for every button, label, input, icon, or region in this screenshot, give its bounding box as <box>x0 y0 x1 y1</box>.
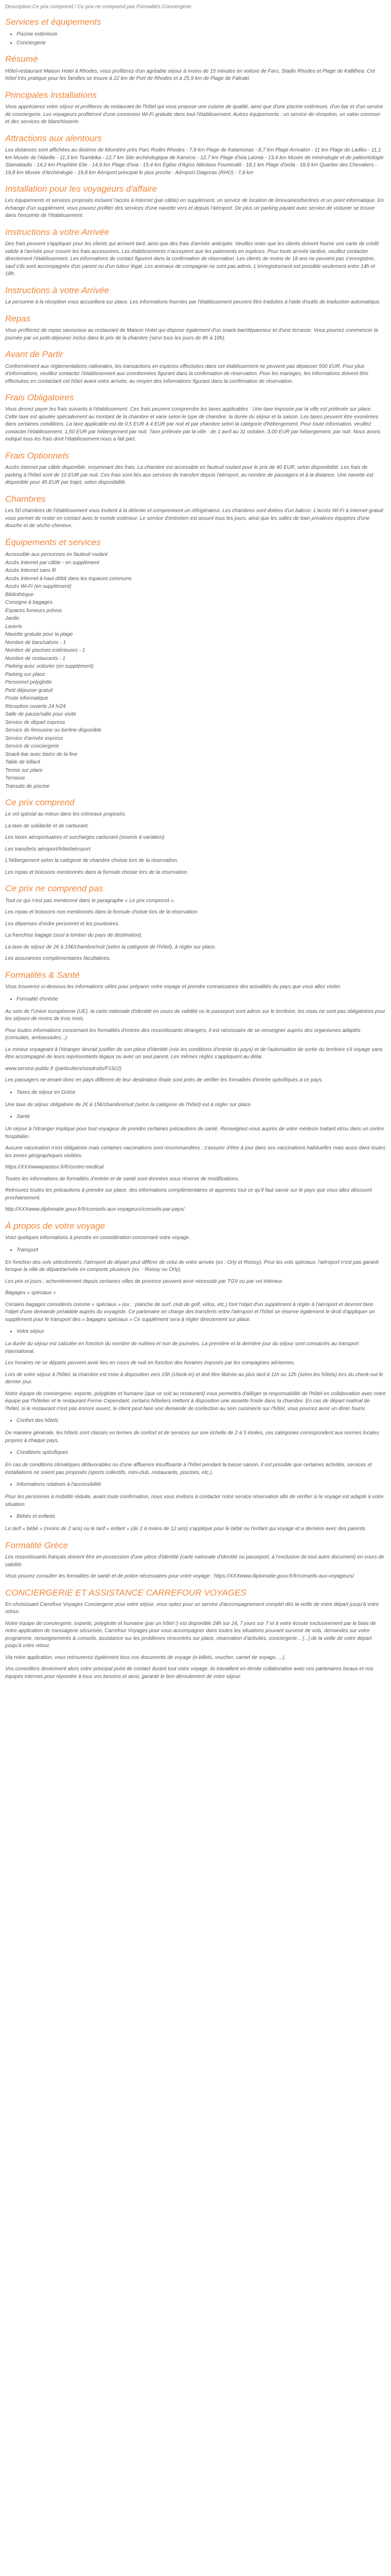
formalites-link[interactable]: https://XXXwwwpasteur.fr/fr/centre-medical <box>5 1164 104 1171</box>
apropos-bullet-list <box>5 1513 386 1520</box>
principales-text: Vous apprécierez votre séjour et profiterez du restaurant de l'hôtel qui vous propose une cuisine de qualité, ainsi que d'une piscine extérieure, d'un bar et d'un service de conciergerie. Les voyageurs profiteront d'une connexion Wi-Fi gratuite dans tout l'établissement. Autres équipements : un service de réception, un salon commun et des services de blanchisserie. <box>5 104 383 125</box>
apropos-bullet: • Votre séjour <box>17 1328 386 1335</box>
ne-prix-text: Les assurances complémentaires facultatives. <box>5 956 111 962</box>
apropos-text: Lors de votre séjour à l'hôtel, la chambre est mise à disposition vers 15h (check-in) et doit être libérée au plus tard à 11h ou 12h (selon les hôtels) lors du check-out le dernier jour. <box>5 1371 383 1385</box>
formalites-bullet-list <box>5 995 386 1003</box>
resume-title: Résumé <box>5 54 38 64</box>
equip-item: Poste informatique <box>5 696 48 702</box>
apropos-bullet: • Transport <box>17 1246 386 1254</box>
equip-item: Snack-bar avec bistro de la fine <box>5 751 78 757</box>
equip-item: Parking avec voiturier (en supplément) <box>5 664 94 670</box>
formalites-text: Retrouvez toutes les précautions à prendre sur place, des informations complémentaires et apprenez tout ce qu'il faut savoir sur le pays que vous allez découvrir prochainement. <box>5 1188 372 1201</box>
apropos-bullet-list <box>5 1449 386 1456</box>
apropos-text: En fonction des vols sélectionnés, l'aéroport de départ peut différer de celui de votre arrivée (ex : Orly et Roissy). Pour les vols spéciaux, l'aéroport n'est pas garanti lorsque la ville de départ/arrivée en comporte plusieurs (ex. : Roissy ou Orly). <box>5 1259 379 1273</box>
apropos-bullet-list <box>5 1328 386 1335</box>
ce-prix-title: Ce prix comprend <box>5 798 75 808</box>
formalites-text: Un séjour à l'étranger implique pour tout voyageur de prendre certaines précautions de santé. Renseignez-vous auprès de votre médecin traitant et/ou dans un centre hospitalier. <box>5 1126 384 1140</box>
chambres-title: Chambres <box>5 494 46 504</box>
formalites-text: Aucune vaccination n'est obligatoire mais certaines vaccinations sont recommandées ; s'assurer d'être à jour dans ses vaccinations habituelles mais aussi dans toutes les zones géographiques visitées. <box>5 1145 386 1159</box>
apropos-text: De manière générale, les hôtels sont classés en termes de confort et de services sur une échelle de 2 à 5 étoiles, ces catégories correspondent aux normes locales propres à chaque pays. <box>5 1430 379 1444</box>
equip-item: Parking sur place <box>5 671 45 677</box>
equip-title: Équipements et services <box>5 537 101 547</box>
avant-text: Conformément aux réglementations nationales, les transactions en espèces effectuées dans cet établissement ne peuvent pas dépasser 500 EUR. Pour plus d'informations, veuillez contacter l'établissement aux coordonnées figurant dans la confirmation de réservation. Pour les mariages, les informations doivent être effectuées en contactant cet hôtel avant votre arrivée, au moyen des informations figurant dans la confirmation de réservation. <box>5 363 369 384</box>
instructions-title: Instructions à votre Arrivée <box>5 227 109 237</box>
apropos-text: La durée du séjour est calculée en fonction du nombre de nuitées et non de journées. La première et la dernière jour du séjour sont consacrés au transport international. <box>5 1341 359 1354</box>
repas-text: Vous profiterez de repas savoureux au restaurant de Maison Hotel qui dispose également d'un snack-bar/dépanneur et d'une terrasse. Vous pourrez commencer la journée par un petit-déjeuner inclus dans le prix de la chambre (servi tous les jours de 8h à 10h). <box>5 328 378 341</box>
apropos-text: Pour les personnes à mobilité réduite, avant toute confirmation, nous vous invitons à contacter notre service réservation afin de vérifier si le voyage est adapté à votre situation. <box>5 1494 384 1507</box>
instructions2-title: Instructions à votre Arrivée <box>5 285 109 295</box>
equip-item: Personnel polyglotte <box>5 680 52 686</box>
apropos-text: Voici quelques informations à prendre en considération concernant votre voyage. <box>5 1235 190 1241</box>
apropos-text: Certains bagages considérés comme « spéciaux » (ex. : planche de surf, club de golf, vélos, etc.) font l'objet d'un supplément à régler à l'aéroport et devront faire l'objet d'une demande préalable auprès du voyagiste. Ce partenaire en charge des transferts entre l'aéroport et l'hôtel se réserve également le droit d'appliquer un supplément pour le transport des « bagages spéciaux » Ce supplément sera à régler directement sur place. <box>5 1301 375 1323</box>
equip-item: Consigne à bagages <box>5 600 53 606</box>
apropos-bullet: • Bébés et enfants <box>17 1513 386 1520</box>
equip-item: Laverie <box>5 623 22 630</box>
equip-item: Accès Internet à haut débit dans les espaces communs <box>5 575 132 582</box>
apropos-bullet-list <box>5 1417 386 1425</box>
ne-prix-text: La franchise bagage (seul à tomber du pays de destination). <box>5 933 143 939</box>
formalites-text: Les passagers ne tenant donc en pays différent de leur destination finale sont priés de vérifier les formalités d'entrée spécifiques à ce pays. <box>5 1077 323 1083</box>
installation-title: Installation pour les voyageurs d'affaire <box>5 184 157 194</box>
instructions-text: Des frais peuvent s'appliquer pour les clients qui arrivent tard, ainsi que des frais d'arrivée anticipée. Veuillez noter que les clients doivent fournir une carte de crédit valide à l'arrivée pour couvrir les frais accessoires. Les établissements n'acceptent que les paiements en espèces. Pour toute arrivée tardive, veuillez contacter directement l'établissement. Les informations de contact figurent dans la confirmation de réservation. Les clients de moins de 18 ans ne peuvent pas s'enregistrer, sauf s'ils sont accompagnés d'un parent ou d'un tuteur légal. Les animaux de compagnie ne sont pas admis. L'enregistrement est possible seulement entre 14h et 18h. <box>5 241 379 277</box>
equip-item: Service d'arrivée express <box>5 735 63 741</box>
apropos-bullet: • Informations relatives à l'accessibilité <box>17 1481 386 1488</box>
equip-item: Réception ouverte 24 h/24 <box>5 703 66 709</box>
equip-item: Navette gratuite pour la plage <box>5 632 73 638</box>
ne-prix-text: Les dépenses d'ordre personnel et les pourboires. <box>5 921 120 927</box>
formalites-bullet-list <box>5 1113 386 1121</box>
ne-prix-text: Tout ce qui n'est pas mentionné dans le paragraphe « Le prix comprend ». <box>5 897 175 904</box>
equip-item: Espaces fumeurs prévus <box>5 607 62 614</box>
equip-item: Accessible aux personnes en fauteuil roulant <box>5 552 108 558</box>
ne-prix-text: La taxe de séjour de 2€ à 15€/chambre/nuit (selon la catégorie de l'hôtel), à régler sur place. <box>5 944 216 950</box>
ce-prix-text: Les transferts aéroport/hôtel/aéroport. <box>5 846 92 852</box>
resume-text: Hôtel-restaurant Maison Hotel à Rhodes, vous profiterez d'un agréable séjour à moins de 15 minutes en voiture de Faro, Stadio Rhodes et Plage de Kallithea. Cet hôtel très pratique pour les familles se trouve à 22 km de Port de Rhodes et à 25,9 km de Plage de Faliraki. <box>5 68 375 82</box>
concierge-title: CONCIERGERIE ET ASSISTANCE CARREFOUR VOYAGES <box>5 1587 247 1598</box>
equip-item: Service de conciergerie <box>5 743 59 750</box>
equip-item: Salle de pause/salle pour visite <box>5 711 76 718</box>
equip-item: Jardin <box>5 616 20 622</box>
equip-item: Nombre de bars/salons - 1 <box>5 639 66 646</box>
apropos-text: Le tarif « bébé » (moins de 2 ans) ou le tarif « enfant » (de 2 à moins de 12 ans) s'applique pour le bébé ou l'enfant qui voyage et a dernière avec des parents. <box>5 1526 367 1532</box>
top-nav-line: Description Ce prix comprend / Ce prix ne comprend pas Formalités Conciergerie <box>5 4 191 10</box>
apropos-text: En cas de conditions climatiques défavorables ou d'une affluence insuffisante à l'hôtel pendant la basse saison, il est possible que certaines activités, services et installations ne soient pas proposés (sports collectifs, mini-club, restaurants, piscines, etc.). <box>5 1462 372 1476</box>
equip-item: Accès Internet par câble - en supplément <box>5 560 100 566</box>
equip-item: Transats de piscine <box>5 783 50 789</box>
apropos-text: Notre équipe de conciergerie, experte, polyglotte et humaine (que ce soit au restaurant) vous permettra d'alléger la responsabilité de l'hôtel en collaboration avec notre équipe par l'hôtelier et le restaurant Ferme Cependant, certains hôteliers mettent à disposition une assiette froide dans la chambre. En cas de départ matinal de l'hôtel, si le restaurant n'est pas encore ouvert, le client peut faire une demande de confection au sein cuisinier/e sur l'hôtel, vous pourrez avoir un dîner fourni. <box>5 1391 386 1412</box>
apropos-text: Les prix et jours ; achemènement depuis certaines villes de province peuvent avoir nécessité par TGV ou par vol intérieur. <box>5 1278 284 1284</box>
equip-item: Petit déjeuner gratuit <box>5 687 53 693</box>
equip-item: Accès Internet sans fil <box>5 568 56 574</box>
formalites-text: Au sein de l'Union européenne (UE), la carte nationale d'identité en cours de validité ou le passeport sont admis sur le territoire, les visas ne sont pas obligatoires pour les séjours de moins de trois mois. <box>5 1008 386 1022</box>
services-item: • Conciergerie <box>17 39 386 47</box>
frais-oblig-title: Frais Obligatoires <box>5 393 74 403</box>
services-item: • Piscine extérieure <box>17 30 386 38</box>
avant-title: Avant de Partir <box>5 349 63 360</box>
ce-prix-text: La taxe de solidarité et de carburant. <box>5 823 89 829</box>
formalite-grece-text: Les ressortissants français doivent être en possession d'une pièce d'identité (carte nationale d'identité ou passeport, à l'exclusion de tout autre document) en cours de validité. <box>5 1554 384 1568</box>
formalites-bullet-list <box>5 1089 386 1096</box>
equip-item: Table de billard <box>5 759 40 766</box>
formalite-grece-text: Vous pouvez consulter les formalités de santé et de police nécessaires pour votre voyage : https://XXXwww.diplomatie.gouv.fr/fr/conseils-aux-voyageurs/ <box>5 1573 354 1580</box>
installation-text: Les équipements et services proposés incluent l'accès à Internet (par câble) en supplément, un service de location de limousines/berlines et un point informatique. En échange d'un supplément, vous pouvez profiter des services d'une navette vers et depuis l'aéroport. De plus un parking payant avec service de voiturier se trouve dans l'enceinte de l'établissement. <box>5 198 384 219</box>
frais-opt-title: Frais Optionnels <box>5 450 69 461</box>
formalites-text: Vous trouverez ci-dessous les informations utiles pour préparer votre voyage et prendre connaissance des actualités du pays que vous allez visiter. <box>5 984 341 990</box>
attractions-text: Les distances sont affichées au dixième de kilomètre près Parc Rodini Rhodes - 7,8 km Plage de Kalamonas - 8,7 km Plage Arrivalon - 11 km Plage de Ladiko - 11,1 km Musée de l'Abeille - 11,3 km Tsambika - 12,7 km Site archéologique de Kamiros - 12,7 km Plage d'Ixia Laonia - 13,4 km Musée de minéralogie et de paléontologie Stamatiadis - 14,2 km Prophète Elie - 14,9 km Plage d'Ixia - 15,4 km Église d'Agios Nikolaos Fountoukli - 18,1 km Plage d'Ixida - 18,8 km Quartier des Chevaliers - 19,8 km Musée d'Archéologie - 19,8 km Aéroport principal le plus proche : Aéroport Diagoras (RHO) - 7,8 km <box>5 147 384 176</box>
equip-item: Nombre de restaurants - 1 <box>5 655 66 662</box>
formalites-link[interactable]: http://XXXwww.diplomatie.gouv.fr/fr/conseils-aux-voyageurs/conseils-par-pays/ <box>5 1207 185 1213</box>
frais-opt-text: Accès internet par câble disponible, moyennant des frais. La chambre est accessible en fauteuil roulant pour le prix de 40 EUR, selon disponibilité. Les frais de parking à l'hôtel sont de 10 EUR par nuit. Ces frais sont liés aux services de transfert depuis l'aéroport, au nombre de passagers et à la distance. Une navette est disponible pour 45 EUR par trajet, selon disponibilité. <box>5 465 373 486</box>
equip-item: Tennis sur place <box>5 767 43 773</box>
ce-prix-text: L'hébergement selon la catégorie de chambre choisie lors de la réservation. <box>5 858 178 864</box>
concierge-text: Via notre application, vous retrouverez également tous vos documents de voyage (e-billets, voucher, carnet de voyage, ...). <box>5 1654 286 1660</box>
formalites-bullet: • Taxes de séjour en Grèce <box>17 1089 386 1096</box>
ce-prix-text: Les taxes aéroportuaires et surcharges carburant (soumis à variation). <box>5 835 166 841</box>
equip-item: Terrasse <box>5 775 25 782</box>
formalites-link[interactable]: www.service-public.fr (particuliers/vosdroits/F1922) <box>5 1065 122 1072</box>
ne-prix-text: Les repas et boissons non mentionnés dans la formule choisie lors de la réservation. <box>5 909 199 916</box>
attractions-title: Attractions aux alentours <box>5 133 102 143</box>
formalites-text: Toutes les informations de formalités d'entrée et de santé sont données sous réserve de modifications. <box>5 1176 240 1182</box>
apropos-bullet-list <box>5 1246 386 1254</box>
formalites-bullet: • Formalité d'entrée <box>17 995 386 1003</box>
apropos-bullet-list <box>5 1481 386 1488</box>
ce-prix-text: Les repas et boissons mentionnés dans la formule choisie lors de la réservation. <box>5 869 189 875</box>
formalites-text: Une taxe de séjour obligatoire de 2€ à 15€/chambre/nuit (selon la catégorie de l'hôtel) est à régler sur place. <box>5 1101 252 1108</box>
apropos-text: Les horaires ne se départs peuvent avoir lieu en cours de nuit en fonction des horaires imposés par les compagnies aériennes. <box>5 1360 295 1366</box>
services-list <box>5 30 386 47</box>
formalites-text: Le mineur voyageant à l'étranger devrait justifier de son pièce d'identité (voir les conditions d'entrée du pays) et de l'autorisation de sortie du territoire s'il voyage sans être accompagné de leurs représentants légaux ou avec un seul parent. Les mêmes règles s'appliquent au délai. <box>5 1046 383 1060</box>
apropos-title: À propos de votre voyage <box>5 1221 105 1231</box>
concierge-text: Notre équipe de conciergerie, experte, polyglotte et humaine (par un hôtel !) est disponible 24h sur 24, 7 jours sur 7 et à votre écoute exclusivement par le biais de notre application de messagerie sécurisée, Carrefour Voyages pour vous accompagner dans toutes les situations pouvant survenir de vols, demandes sur votre programme, renseignements & conseils, assistance sur les problèmes rencontrés sur place, réservation d'activités, conciergerie... [...] de la veille de votre départ jusqu'à votre retour. <box>5 1620 376 1649</box>
concierge-text: Vos conseillers deviennent alors votre principal point de contact durant tout votre voyage, ils travaillent en étroite collaboration avec nos partenaires locaux et nos équipes internes pour répondre à tous vos besoins et ainsi, garantir le bon déroulement de votre séjour. <box>5 1666 373 1680</box>
formalites-text: Pour toutes informations concernant les formalités d'entrée des ressortissants étrangers, il est nécessaire de se renseigner auprès des organismes adaptés (consulats, ambassades...). <box>5 1027 361 1041</box>
instructions2-text: La personne à la réception vous accueillera sur place. Les informations fournies par l'établissement peuvent être traduites à l'aide d'outils de traduction automatique. <box>5 299 381 306</box>
formalites-bullet: • Santé <box>17 1113 386 1121</box>
equip-item: Accès Wi-Fi (en supplément) <box>5 584 72 590</box>
ce-prix-text: Le vol spécial au mieux dans les créneaux proposés. <box>5 811 126 818</box>
equip-item: Bibliothèque <box>5 591 34 598</box>
principales-title: Principales Installations <box>5 90 97 100</box>
services-title: Services et équipements <box>5 17 102 27</box>
formalites-title: Formalités & Santé <box>5 970 80 980</box>
formalite-grece-title: Formalité Grèce <box>5 1540 68 1550</box>
equip-item: Nombre de piscines extérieures - 1 <box>5 648 86 654</box>
frais-oblig-text: Vous devrez payer les frais suivants à l'établissement. Ces frais peuvent comprendre les taxes applicables : Une taxe imposée par la ville est prélevée sur place. Cette taxe est ajoutée spécialement au montant de la chambre et varie selon le type de chambre, la durée du séjour et la saison. Les taxes peuvent être exonérées dans certaines conditions. La taxe applicable est de 0,5 EUR à 4 EUR par nuit et par chambre selon la catégorie d'hébergement. Pour toute information, veuillez contacter l'établissement. 1,50 EUR par hébergement par nuit. Taxe prélevée par la ville : de 1 avril au 31 octobre, 3,00 EUR par hébergement, par nuit. Nous avons indiqué tous les frais dont l'établissement nous a fait part. <box>5 406 381 443</box>
apropos-bullet: • Confort des hôtels <box>17 1417 386 1425</box>
apropos-text: Bagages « spéciaux » <box>5 1290 56 1296</box>
ne-prix-title: Ce prix ne comprend pas <box>5 884 103 894</box>
concierge-text: En choisissant Carrefour Voyages Conciergerie pour votre séjour, vous optez pour un service d'accompagnement complet dès la veille de votre départ jusqu'à votre retour. <box>5 1601 379 1615</box>
apropos-bullet: • Conditions spécifiques <box>17 1449 386 1456</box>
equip-list <box>5 551 386 790</box>
equip-item: Service de limousine ou berline disponible <box>5 727 102 734</box>
equip-item: Service de départ express <box>5 719 66 725</box>
chambres-text: Les 50 chambres de l'établissement vous invitent à la détente et comprennent un réfrigérateur. Les chambres sont dotées d'un balcon. L'accès Wi-Fi à Internet gratuit vous permet de rester en contact avec le monde extérieur. Le service d'entretien est assuré tous les jours, ainsi que les salles de bain privatives équipées d'une douche et de sèche-cheveux. <box>5 508 383 529</box>
repas-title: Repas <box>5 313 31 324</box>
